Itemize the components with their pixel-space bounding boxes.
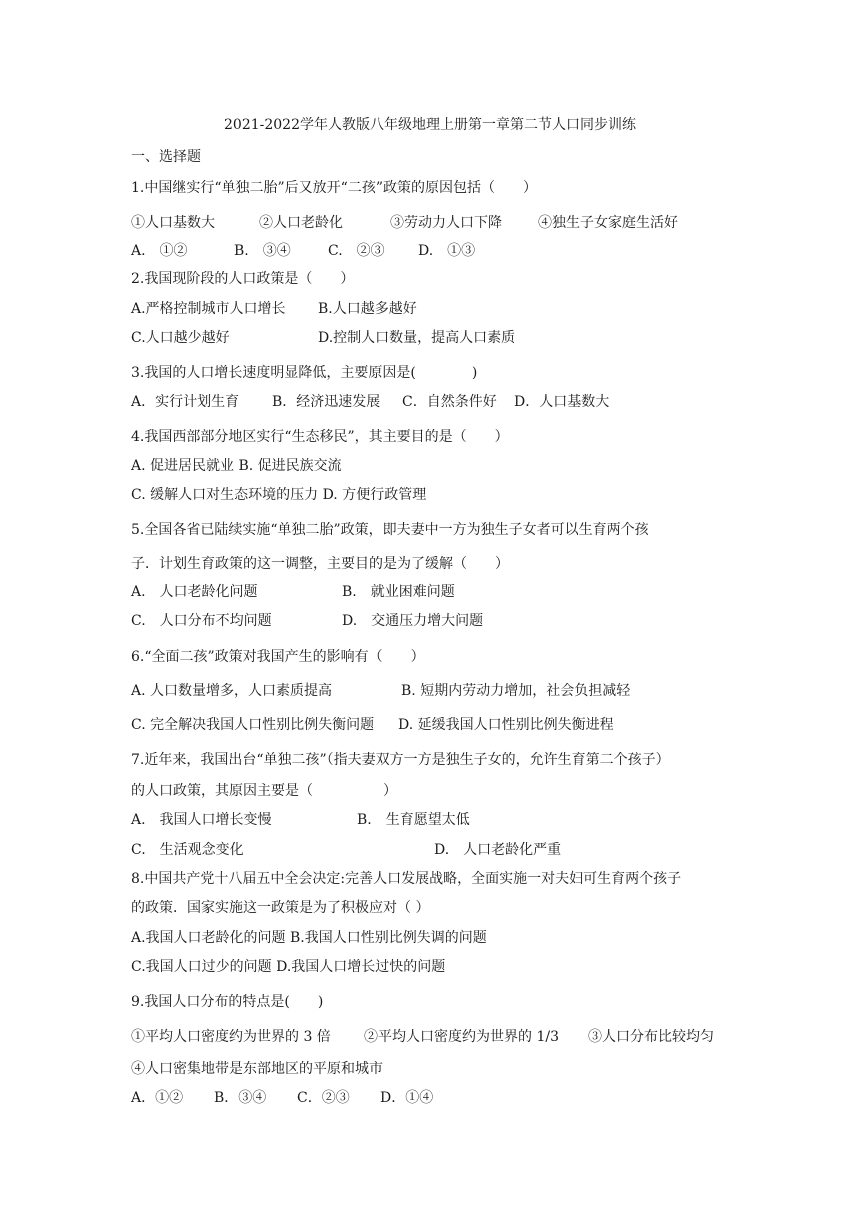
question-2-stem: 2.我国现阶段的人口政策是（ ）	[131, 271, 355, 287]
q9-item-1: ①平均人口密度约为世界的 3 倍	[131, 1029, 331, 1045]
q9-option-b: B．③④	[214, 1090, 267, 1106]
q3-option-c: C．自然条件好	[402, 394, 497, 410]
question-4-stem: 4.我国西部部分地区实行“生态移民”，其主要目的是（ ）	[131, 429, 509, 445]
question-1-stem: 1.中国继实行“单独二胎”后又放开“二孩”政策的原因包括（ ）	[131, 180, 537, 196]
q7-option-d: D. 人口老龄化严重	[434, 842, 562, 858]
question-7-stem-line-1: 7.近年来，我国出台“单独二孩”（指夫妻双方一方是独生子女的，允许生育第二个孩子）	[131, 752, 670, 768]
q5-option-b: B. 就业困难问题	[342, 584, 455, 600]
q9-item-3: ③人口分布比较均匀	[588, 1029, 714, 1045]
q8-options-line-2: C.我国人口过少的问题 D.我国人口增长过快的问题	[131, 959, 446, 975]
q5-option-a: A. 人口老龄化问题	[131, 584, 258, 600]
question-3-stem: 3.我国的人口增长速度明显降低，主要原因是( )	[131, 365, 478, 381]
q6-option-c: C. 完全解决我国人口性别比例失衡问题	[131, 717, 375, 733]
section-heading: 一、选择题	[131, 149, 201, 165]
q4-options-line-2: C. 缓解人口对生态环境的压力 D. 方便行政管理	[131, 487, 427, 503]
q2-option-a: A.严格控制城市人口增长	[131, 301, 286, 317]
q1-item-4: ④独生子女家庭生活好	[538, 215, 678, 231]
question-6-stem: 6.“全面二孩”政策对我国产生的影响有（ ）	[131, 649, 425, 665]
q3-option-a: A．实行计划生育	[131, 394, 240, 410]
q1-option-a: A. ①②	[131, 243, 188, 259]
question-7-stem-line-2: 的人口政策，其原因主要是（ ）	[131, 783, 397, 799]
q1-item-3: ③劳动力人口下降	[390, 215, 502, 231]
q7-option-b: B. 生育愿望太低	[357, 812, 470, 828]
q2-option-b: B.人口越多越好	[318, 301, 417, 317]
question-8-stem-line-1: 8.中国共产党十八届五中全会决定:完善人口发展战略，全面实施一对夫妇可生育两个孩子	[131, 871, 682, 887]
q7-option-c: C. 生活观念变化	[131, 842, 244, 858]
q3-option-d: D．人口基数大	[514, 394, 610, 410]
question-5-stem-line-2: 子．计划生育政策的这一调整，主要目的是为了缓解（ ）	[131, 556, 509, 572]
q1-item-1: ①人口基数大	[131, 215, 215, 231]
q1-option-c: C. ②③	[328, 243, 385, 259]
q5-option-c: C. 人口分布不均问题	[131, 613, 272, 629]
q2-option-c: C.人口越少越好	[131, 330, 230, 346]
q8-options-line-1: A.我国人口老龄化的问题 B.我国人口性别比例失调的问题	[131, 930, 487, 946]
question-8-stem-line-2: 的政策．国家实施这一政策是为了积极应对（ ）	[131, 900, 430, 916]
q9-option-a: A．①②	[131, 1090, 184, 1106]
q2-option-d: D.控制人口数量，提高人口素质	[318, 330, 516, 346]
q5-option-d: D. 交通压力增大问题	[342, 613, 484, 629]
q4-options-line-1: A. 促进居民就业 B. 促进民族交流	[131, 458, 342, 474]
q6-option-a: A. 人口数量增多，人口素质提高	[131, 683, 333, 699]
document-title: 2021-2022学年人教版八年级地理上册第一章第二节人口同步训练	[224, 117, 636, 133]
q9-item-2: ②平均人口密度约为世界的 1/3	[364, 1029, 559, 1045]
q6-option-b: B. 短期内劳动力增加，社会负担减轻	[401, 683, 631, 699]
q9-option-c: C．②③	[297, 1090, 350, 1106]
question-5-stem-line-1: 5.全国各省已陆续实施“单独二胎”政策，即夫妻中一方为独生子女者可以生育两个孩	[131, 522, 649, 538]
q9-item-4: ④人口密集地带是东部地区的平原和城市	[131, 1061, 383, 1077]
q6-option-d: D. 延缓我国人口性别比例失衡进程	[398, 717, 614, 733]
q1-option-d: D. ①③	[418, 243, 476, 259]
q1-option-b: B. ③④	[234, 243, 291, 259]
q3-option-b: B．经济迅速发展	[272, 394, 381, 410]
q7-option-a: A. 我国人口增长变慢	[131, 812, 272, 828]
q9-option-d: D．①④	[380, 1090, 434, 1106]
question-9-stem: 9.我国人口分布的特点是( )	[131, 994, 324, 1010]
q1-item-2: ②人口老龄化	[259, 215, 343, 231]
